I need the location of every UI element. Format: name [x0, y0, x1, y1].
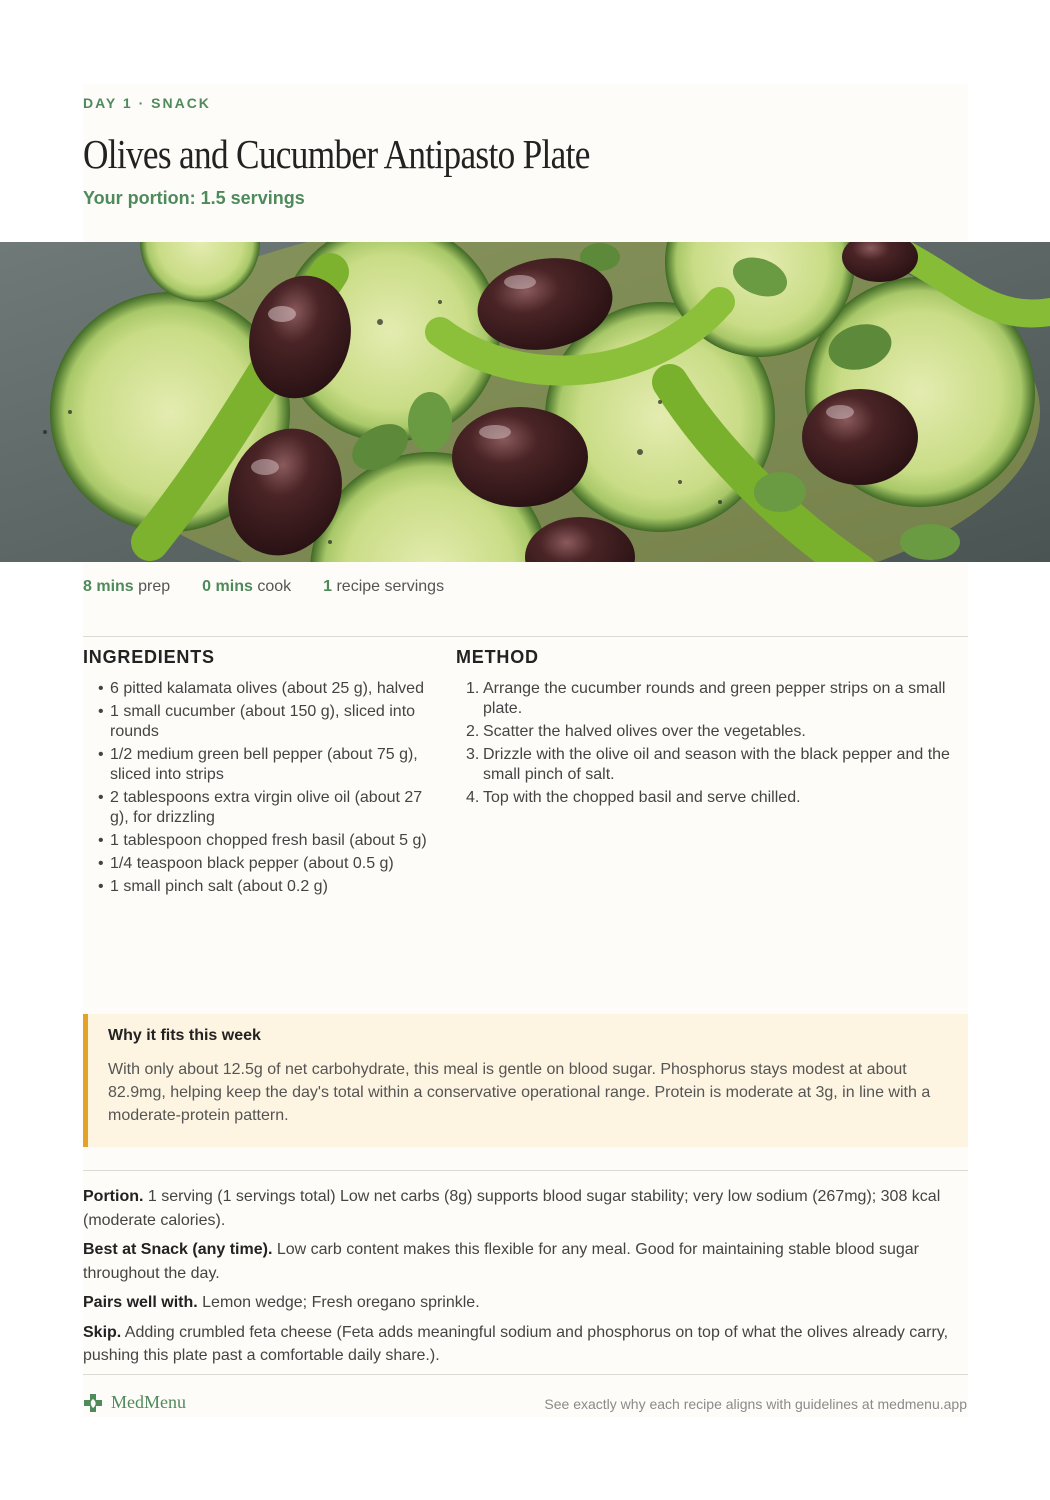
ingredients-list: [98, 679, 428, 900]
food-photo-icon: [0, 242, 1050, 562]
portion-label: Your portion: 1.5 servings: [83, 188, 305, 208]
list-item: • 1 small cucumber (about 150 g), sliced into rounds: [98, 702, 428, 742]
brand-logo: [83, 1392, 186, 1413]
list-item: • 1 tablespoon chopped fresh basil (about 5 g): [98, 831, 428, 851]
day-meal-label: DAY 1 · SNACK: [83, 95, 211, 111]
list-item: 4. Top with the chopped basil and serve chilled.: [466, 789, 801, 806]
list-item: 3. Drizzle with the olive oil and season with the black pepper and the small pinch of salt.: [466, 746, 950, 783]
recipe-stats: [83, 578, 444, 596]
pairs-well-note: Pairs well with. Lemon wedge; Fresh oregano sprinkle.: [83, 1294, 480, 1311]
skip-note: Skip. Adding crumbled feta cheese (Feta adds meaningful sodium and phosphorus on top of what the olives already carry, pushing this plate past a comfortable daily share.).: [83, 1323, 949, 1364]
divider: [83, 1170, 968, 1171]
medical-cross-leaf-icon: [83, 1393, 103, 1413]
list-item: • 6 pitted kalamata olives (about 25 g), halved: [98, 679, 428, 699]
brand-name: MedMenu: [111, 1392, 186, 1412]
recipe-notes: [83, 1185, 968, 1374]
best-at-note: Best at Snack (any time). Low carb content makes this flexible for any meal. Good for maintaining stable blood sugar throughout the day.: [83, 1241, 919, 1282]
list-item: • 1 small pinch salt (about 0.2 g): [98, 877, 428, 897]
list-item: 1. Arrange the cucumber rounds and green pepper strips on a small plate.: [466, 680, 946, 717]
callout-title: Why it fits this week: [108, 1027, 261, 1044]
method-heading: METHOD: [456, 647, 539, 667]
list-item: 2. Scatter the halved olives over the vegetables.: [466, 723, 806, 740]
list-item: • 1/4 teaspoon black pepper (about 0.5 g): [98, 854, 428, 874]
method-list: [456, 679, 976, 811]
callout-body: With only about 12.5g of net carbohydrate, this meal is gentle on blood sugar. Phosphorus stays modest at about 82.9mg, helping keep the day's total within a conservative operational range. Protein is moderate at 3g, in line with a moderate-protein pattern.: [108, 1061, 931, 1124]
recipe-photo: [0, 242, 1050, 562]
portion-note: Portion. 1 serving (1 servings total) Low net carbs (8g) supports blood sugar stability; very low sodium (267mg); 308 kcal (moderate calories).: [83, 1188, 941, 1229]
why-it-fits-callout: [83, 1014, 968, 1147]
divider: [83, 636, 968, 637]
footer-note: See exactly why each recipe aligns with guidelines at medmenu.app: [544, 1396, 967, 1412]
cook-time: 0 mins cook: [202, 578, 292, 595]
list-item: • 2 tablespoons extra virgin olive oil (about 27 g), for drizzling: [98, 788, 428, 828]
recipe-title: Olives and Cucumber Antipasto Plate: [83, 131, 590, 177]
prep-time: 8 mins prep: [83, 578, 171, 595]
divider: [83, 1374, 968, 1375]
ingredients-heading: INGREDIENTS: [83, 647, 215, 667]
list-item: • 1/2 medium green bell pepper (about 75 g), sliced into strips: [98, 745, 428, 785]
servings-count: 1 recipe servings: [323, 578, 445, 595]
